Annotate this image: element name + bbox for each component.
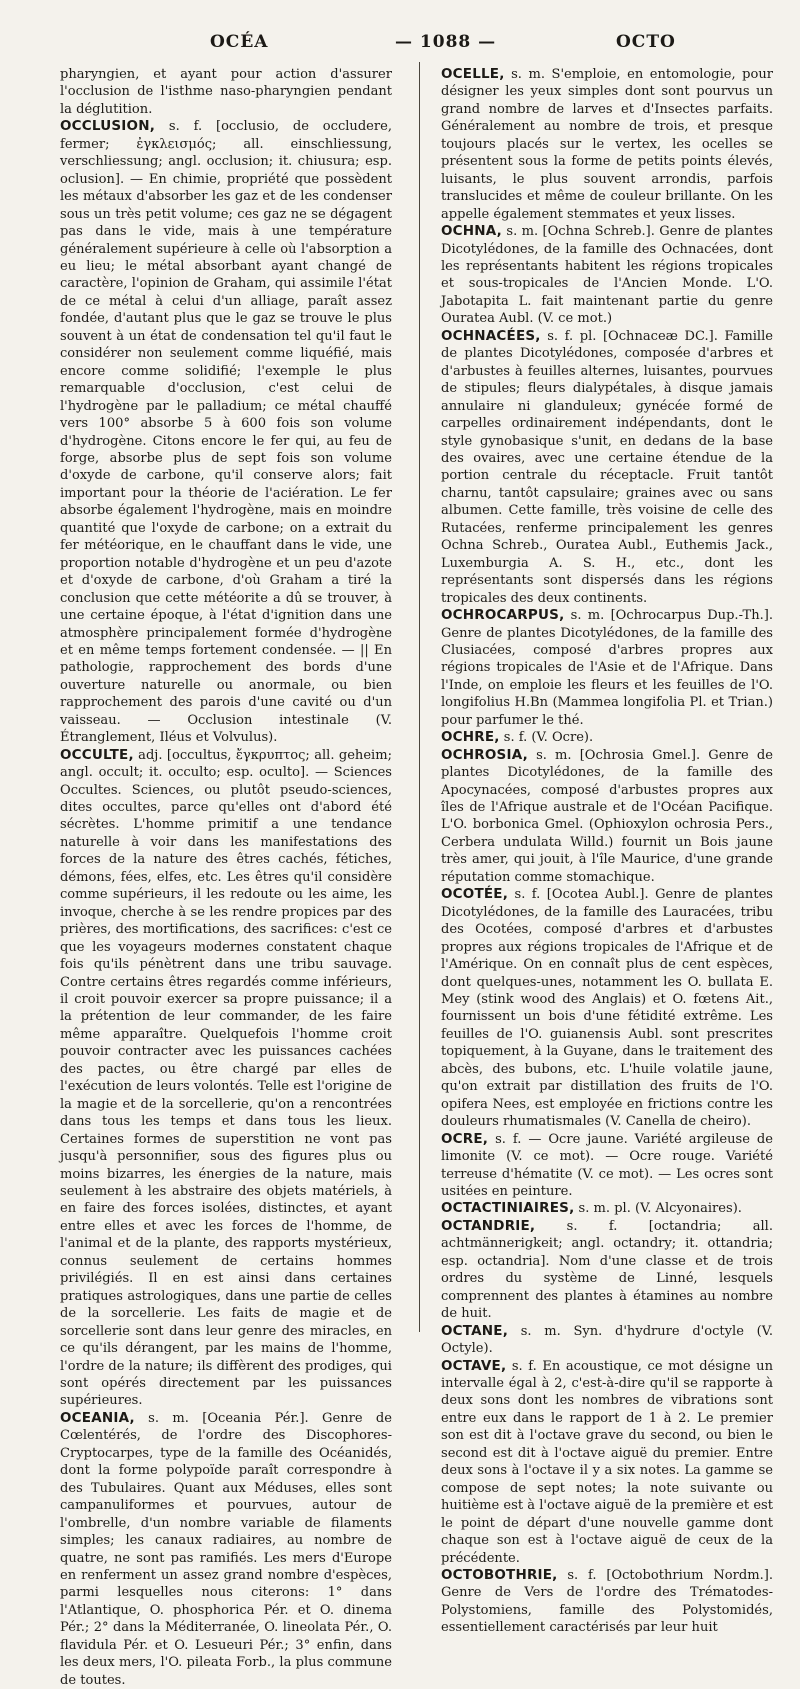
entry-text: s. m. [Ochrosia Gmel.]. Genre de plantes Dicotylédones, de la famille des Apocynacées, composé d'arbustes propres aux îles de l'Afrique australe et de l'Océan Pacifique. L'O. borbonica Gmel. (Ophioxylon ochrosia Pers., Cerbera undulata Willd.) fournit un Bois jaune très amer, qui jouit, à l'île Maurice, d'une grande réputation comme stomachique.	[441, 747, 773, 885]
entry-text: s. m. pl. (V. Alcyonaires).	[574, 1201, 742, 1217]
entry-text: pharyngien, et ayant pour action d'assurer l'occlusion de l'isthme naso-pharyngien pendant la déglutition.	[60, 67, 392, 117]
entry-text: s. f. [occlusio, de occludere, fermer; ἐγκλεισμός; all. einschliessung, verschliessung; angl. occlusion; it. chiusura; esp. oclusion]. — En chimie, propriété que possèdent les métaux d'absorber les gaz et de les condenser sous un très petit volume; ces gaz ne se dégagent pas dans le vide, mais à une température généralement supérieure à celle où l'absorption a eu lieu; le métal absorbant ayant changé de caractère, l'opinion de Graham, qui assimile l'état de ce métal à celui d'un alliage, paraît assez fondée, d'autant plus que le gaz se trouve le plus souvent à un état de condensation tel qu'il faut le considérer non seulement comme liquéfié, mais encore comme solidifié; l'exemple le plus remarquable d'occlusion, c'est celui de l'hydrogène par le palladium; ce métal chauffé vers 100° absorbe 5 à 600 fois son volume d'hydrogène. Citons encore le fer qui, au feu de forge, absorbe plus de sept fois son volume d'oxyde de carbone, qu'il conserve alors; fait important pour la théorie de l'aciération. Le fer absorbe également l'hydrogène, mais en moindre quantité que l'oxyde de carbone; on a extrait du fer météorique, en le chauffant dans le vide, une proportion notable d'hydrogène et un peu d'azote et d'oxyde de carbone, d'où Graham a tiré la conclusion que cette météorite a dû se trouver, à une certaine époque, à l'état d'ignition dans une atmosphère principalement formée d'hydrogène et en même temps fortement condensée. — || En pathologie, rapprochement des bords d'une ouverture naturelle ou anormale, ou bien rapprochement des parois d'une cavité ou d'un vaisseau. — Occlusion intestinale (V. Étranglement, Iléus et Volvulus).	[60, 119, 392, 746]
entry-ocelle	[441, 66, 773, 223]
entry-octobothrie	[441, 1567, 773, 1637]
entry-text: adj. [occultus, ἔγκρυπτος; all. geheim; angl. occult; it. occulto; esp. oculto]. — Sciences Occultes. Sciences, ou plutôt pseudo-sciences, dites occultes, parce qu'elles ont d'abord été sécrètes. L'homme primitif a une tendance naturelle à voir dans les manifestations des forces de la nature des êtres cachés, fétiches, démons, fées, elfes, etc. Les êtres qu'il considère comme supérieurs, il les redoute ou les aime, les invoque, cherche à se les rendre propices par des prières, des mortifications, des sacrifices: c'est ce que les voyageurs modernes constatent chaque fois qu'ils pénètrent dans une tribu sauvage. Contre certains êtres regardés comme inférieurs, il croit pouvoir exercer sa propre puissance; il a la prétention de leur commander, de les faire même apparaître. Quelquefois l'homme croit pouvoir contracter avec les puissances cachées des pactes, ou être chargé par elles de l'exécution de leurs volontés. Telle est l'origine de la magie et de la sorcellerie, qu'on a rencontrées dans tous les temps et dans tous les lieux. Certaines formes de superstition ne vont pas jusqu'à personnifier, sous des figures plus ou moins bizarres, les énergies de la nature, mais seulement à les abstraire des objets matériels, à en faire des forces isolées, distinctes, et ayant entre elles et avec les forces de l'homme, de l'animal et de la plante, des rapports mystérieux, connus seulement de certains hommes privilégiés. Il en est ainsi dans certaines pratiques astrologiques, dans une partie de celles de la sorcellerie. Les faits de magie et de sorcellerie sont dans leur genre des miracles, en ce qu'ils dérangent, par les mains de l'homme, l'ordre de la nature; ils diffèrent des prodiges, qui sont opérés directement par les puissances supérieures.	[60, 747, 392, 1409]
right-column	[441, 66, 773, 1636]
entry-ocotee	[441, 886, 773, 1130]
entry-occulte	[60, 747, 392, 1410]
entry-headword: OCTACTINIAIRES,	[441, 1200, 575, 1217]
entry-octandrie	[441, 1218, 773, 1323]
entry-oceania	[60, 1410, 392, 1689]
entry-headword: OCCLUSION,	[60, 118, 156, 135]
entry-headword: OCELLE,	[441, 66, 505, 82]
header-right-word: OCTO	[616, 32, 676, 52]
entry-octactiniaires	[441, 1200, 773, 1217]
left-column	[60, 66, 392, 1688]
entry-headword: OCTANDRIE,	[441, 1217, 536, 1234]
entry-headword: OCHNACÉES,	[441, 327, 541, 344]
entry-headword: OCTANE,	[441, 1322, 509, 1339]
entry-text: s. f. [Ocotea Aubl.]. Genre de plantes Dicotylédones, de la famille des Lauracées, tribu des Ocotées, composé d'arbres et d'arbustes propres aux régions tropicales de l'Afrique et de l'Amérique. On en connaît plus de cent espèces, dont quelques-unes, notamment les O. bullata E. Mey (stink wood des Anglais) et O. fœtens Ait., fournissent un bois d'une fétidité extrême. Les feuilles de l'O. guianensis Aubl. sont prescrites topiquement, à la Guyane, dans le traitement des abcès, des bubons, etc. L'huile volatile jaune, qu'on extrait par distillation des fruits de l'O. opifera Nees, est employée en frictions contre les douleurs rhumatismales (V. Canella de cheiro).	[441, 887, 773, 1130]
column-divider	[419, 62, 420, 1332]
entry-text: s. m. S'emploie, en entomologie, pour désigner les yeux simples dont sont pourvus un grand nombre de larves et d'Insectes parfaits. Généralement au nombre de trois, et presque toujours placés sur le vertex, les ocelles se présentent sous la forme de petits points élevés, luisants, le plus souvent arrondis, parfois translucides et même de couleur brillante. On les appelle également stemmates et yeux lisses.	[441, 67, 773, 222]
entry-headword: OCOTÉE,	[441, 886, 509, 903]
entry-text: s. m. Syn. d'hydrure d'octyle (V. Octyle).	[441, 1323, 773, 1357]
entry-headword: OCEANIA,	[60, 1409, 135, 1426]
entry-ochre	[441, 729, 773, 746]
entry-text: s. f. [octandria; all. achtmännerigkeit; angl. octandry; it. ottandria; esp. octandria]. Nom d'une classe et de trois ordres du système de Linné, lesquels comprennent des plantes à étamines au nombre de huit.	[441, 1218, 773, 1322]
entry-headword: OCHROSIA,	[441, 746, 528, 763]
entry-headword: OCTAVE,	[441, 1357, 507, 1374]
entry-headword: OCHRE,	[441, 729, 500, 746]
entry-text: s. f. En acoustique, ce mot désigne un intervalle égal à 2, c'est-à-dire qu'il se rapporte à deux sons dont les nombres de vibrations sont entre eux dans le rapport de 1 à 2. Le premier son est dit à l'octave grave du second, ou bien le second est dit à l'octave aiguë du premier. Entre deux sons à l'octave il y a six notes. La gamme se compose de sept notes; la note suivante ou huitième est à l'octave aiguë de la première et est le point de départ d'une nouvelle gamme dont chaque son est à l'octave aiguë de ceux de la précédente.	[441, 1358, 773, 1566]
entry-ochna	[441, 223, 773, 328]
entry-ochrosia	[441, 747, 773, 887]
entry-text: s. m. [Oceania Pér.]. Genre de Cœlentérés, de l'ordre des Discophores-Cryptocarpes, type de la famille des Océanidés, dont la forme polypoïde paraît correspondre à des Tubulaires. Quant aux Méduses, elles sont campanuliformes et pourvues, autour de l'ombrelle, d'un nombre variable de filaments simples; les canaux radiaires, au nombre de quatre, ne sont pas ramifiés. Les mers d'Europe en renferment un assez grand nombre d'espèces, parmi lesquelles nous citerons: 1° dans l'Atlantique, O. phosphorica Pér. et O. dinema Pér.; 2° dans la Méditerranée, O. lineolata Pér., O. flavidula Pér. et O. Lesueuri Pér.; 3° enfin, dans les deux mers, l'O. pileata Forb., la plus commune de toutes.	[60, 1410, 392, 1688]
entry-headword: OCHROCARPUS,	[441, 607, 565, 624]
header-left-word: OCÉA	[210, 32, 269, 52]
running-header	[60, 32, 780, 56]
entry-headword: OCCULTE,	[60, 746, 134, 763]
entry-ochnacees	[441, 328, 773, 607]
entry-ocre	[441, 1131, 773, 1201]
entry-occlusion	[60, 118, 392, 746]
entry-text: s. f. pl. [Ochnaceæ DC.]. Famille de plantes Dicotylédones, composée d'arbres et d'arbustes à feuilles alternes, luisantes, pourvues de stipules; fleurs dialypétales, à disque jamais annulaire ni glanduleux; gynécée formé de carpelles ordinairement indépendants, dont le style gynobasique s'unit, en dedans de la base des ovaires, avec une certaine étendue de la portion centrale du réceptacle. Fruit tantôt charnu, tantôt capsulaire; graines avec ou sans albumen. Cette famille, très voisine de celle des Rutacées, renferme principalement les genres Ochna Schreb., Ouratea Aubl., Euthemis Jack., Luxemburgia A. S. H., etc., dont les représentants sont dispersés dans les régions tropicales des deux continents.	[441, 328, 773, 606]
entry-octave	[441, 1358, 773, 1567]
entry-text: s. f. [Octobothrium Nordm.]. Genre de Vers de l'ordre des Trématodes-Polystomiens, famille des Polystomidés, essentiellement caractérisés par leur huit	[441, 1567, 773, 1636]
page-number: — 1088 —	[395, 32, 497, 52]
entry-text: s. m. [Ochrocarpus Dup.-Th.]. Genre de plantes Dicotylédones, de la famille des Clusiacées, composé d'arbres propres aux régions tropicales de l'Asie et de l'Afrique. Dans l'Inde, on emploie les fleurs et les feuilles de l'O. longifolius H.Bn (Mammea longifolia Pl. et Trian.) pour parfumer le thé.	[441, 608, 773, 728]
entry-headword: OCHNA,	[441, 223, 503, 240]
entry-text: s. f. — Ocre jaune. Variété argileuse de limonite (V. ce mot). — Ocre rouge. Variété terreuse d'hématite (V. ce mot). — Les ocres sont usitées en peinture.	[441, 1131, 773, 1199]
entry-text: s. m. [Ochna Schreb.]. Genre de plantes Dicotylédones, de la famille des Ochnacées, dont les représentants habitent les régions tropicales et sous-tropicales de l'Ancien Monde. L'O. Jabotapita L. fait maintenant partie du genre Ouratea Aubl. (V. ce mot.)	[441, 224, 773, 327]
entry-headword: OCTOBOTHRIE,	[441, 1566, 558, 1583]
entry-text: s. f. (V. Ocre).	[499, 730, 594, 746]
entry-ochrocarpus	[441, 607, 773, 729]
entry-octane	[441, 1323, 773, 1358]
entry-headword: OCRE,	[441, 1130, 489, 1147]
entry-continuation	[60, 66, 392, 118]
